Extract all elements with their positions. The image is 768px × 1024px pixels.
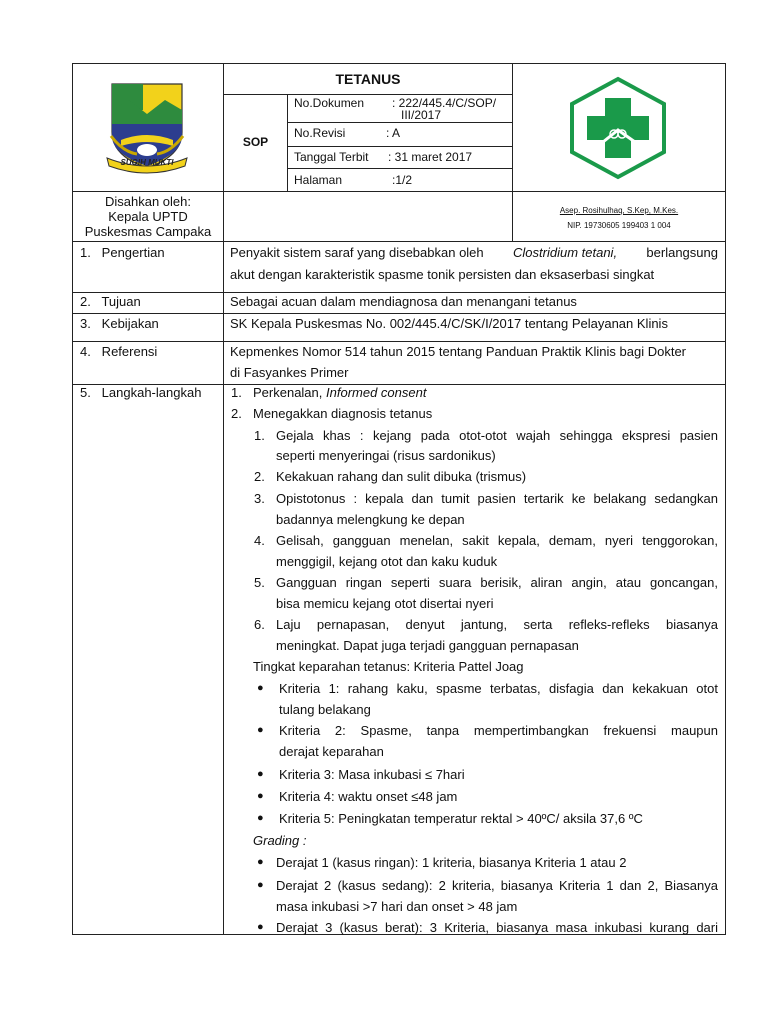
- substep-5-line-2: bisa memicu kejang otot disertai nyeri: [276, 596, 494, 611]
- page-label: Halaman: [294, 173, 343, 187]
- substep-2-number: 2.: [254, 469, 265, 484]
- substep-3-line-1: Opistotonus : kepala dan tumit pasien tertarik ke belakang sedangkan: [276, 491, 718, 506]
- pengertian-organism: Clostridium tetani,: [513, 245, 618, 260]
- criteria-1-line-1: Kriteria 1: rahang kaku, spasme terbatas, disfagia dan kekakuan otot: [279, 681, 718, 696]
- pengertian-line-2: akut dengan karakteristik spasme tonik persisten dan eksaserbasi singkat: [230, 267, 655, 282]
- label-pengertian: 1. Pengertian: [80, 245, 165, 260]
- label-kebijakan: 3. Kebijakan: [80, 316, 159, 331]
- substep-4-line-1: Gelisah, gangguan menelan, sakit kepala, demam, nyeri tenggorokan,: [276, 533, 718, 548]
- label-tujuan: 2. Tujuan: [80, 294, 141, 309]
- grade-3-line-1: Derajat 3 (kasus berat): 3 Kriteria, biasanya masa inkubasi kurang dari: [276, 920, 718, 935]
- severity-title: Tingkat keparahan tetanus: Kriteria Pattel Joag: [253, 659, 524, 674]
- grade-3-bullet: ●: [257, 921, 264, 933]
- substep-3-line-2: badannya melengkung ke depan: [276, 512, 465, 527]
- step-2-text: Menegakkan diagnosis tetanus: [253, 406, 433, 421]
- signer-nip: NIP. 19730605 199403 1 004: [567, 221, 671, 230]
- page-value: :1/2: [392, 173, 413, 187]
- document-title: TETANUS: [335, 71, 401, 87]
- pengertian-text-a: Penyakit sistem saraf yang disebabkan oleh: [230, 245, 484, 260]
- substep-1-line-2: seperti menyeringai (risus sardonikus): [276, 448, 496, 463]
- revision-value: : A: [386, 126, 401, 140]
- criteria-4-line-1: Kriteria 4: waktu onset ≤48 jam: [279, 789, 458, 804]
- grade-2-bullet: ●: [257, 879, 264, 891]
- pengertian-line-1: [230, 242, 718, 263]
- substep-6-number: 6.: [254, 617, 265, 632]
- approval-line-3: Puskesmas Campaka: [84, 224, 212, 239]
- substep-6-line-2: meningkat. Dapat juga terjadi gangguan pernapasan: [276, 638, 579, 653]
- criteria-3-line-1: Kriteria 3: Masa inkubasi ≤ 7hari: [279, 767, 465, 782]
- criteria-2-bullet: ●: [257, 724, 264, 736]
- grade-1-bullet: ●: [257, 856, 264, 868]
- substep-1-line-1: Gejala khas : kejang pada otot-otot wajah sehingga ekspresi pasien: [276, 428, 718, 443]
- substep-3-number: 3.: [254, 491, 265, 506]
- step-1-informed-consent: Informed consent: [326, 385, 427, 400]
- puskesmas-logo: [567, 76, 669, 180]
- approval-line-1: Disahkan oleh:: [105, 194, 191, 209]
- issue-date-value: : 31 maret 2017: [388, 150, 473, 164]
- grading-title: Grading :: [253, 833, 307, 848]
- grade-2-line-1: Derajat 2 (kasus sedang): 2 kriteria, biasanya Kriteria 1 dan 2, Biasanya: [276, 878, 718, 893]
- step-1-text-a: Perkenalan,: [253, 385, 323, 400]
- approval-line-2: Kepala UPTD: [108, 209, 188, 224]
- criteria-1-bullet: ●: [257, 682, 264, 694]
- substep-6-line-1: Laju pernapasan, denyut jantung, serta refleks-refleks biasanya: [276, 617, 718, 632]
- criteria-4-bullet: ●: [257, 790, 264, 802]
- substep-1-number: 1.: [254, 428, 265, 443]
- issue-date-label: Tanggal Terbit: [294, 150, 369, 164]
- sop-label: SOP: [242, 135, 269, 149]
- label-langkah: 5. Langkah-langkah: [80, 385, 202, 400]
- doc-number-value: : 222/445.4/C/SOP/: [392, 96, 497, 110]
- pengertian-text-c: berlangsung: [646, 245, 718, 260]
- doc-number-value-cont: III/2017: [401, 108, 442, 122]
- substep-5-line-1: Gangguan ringan seperti suara berisik, aliran angin, atau goncangan,: [276, 575, 718, 590]
- signer-name: Asep. Rosihulhaq, S.Kep, M.Kes.: [559, 206, 679, 215]
- referensi-line-2: di Fasyankes Primer: [230, 365, 349, 380]
- grade-1-line-1: Derajat 1 (kasus ringan): 1 kriteria, biasanya Kriteria 1 atau 2: [276, 855, 627, 870]
- referensi-line-1: Kepmenkes Nomor 514 tahun 2015 tentang Panduan Praktik Klinis bagi Dokter: [230, 344, 687, 359]
- criteria-2-line-2: derajat keparahan: [279, 744, 384, 759]
- substep-2-line-1: Kekakuan rahang dan sulit dibuka (trismus): [276, 469, 527, 484]
- kebijakan-text: SK Kepala Puskesmas No. 002/445.4/C/SK/I/2017 tentang Pelayanan Klinis: [230, 316, 668, 331]
- label-referensi: 4. Referensi: [80, 344, 158, 359]
- substep-5-number: 5.: [254, 575, 265, 590]
- doc-number-label: No.Dokumen: [294, 96, 365, 110]
- criteria-3-bullet: ●: [257, 768, 264, 780]
- criteria-5-bullet: ●: [257, 812, 264, 824]
- criteria-1-line-2: tulang belakang: [279, 702, 371, 717]
- step-1-text: [253, 382, 426, 403]
- step-1-number: 1.: [231, 385, 242, 400]
- substep-4-line-2: menggigil, kejang otot dan kaku kuduk: [276, 554, 498, 569]
- step-2-number: 2.: [231, 406, 242, 421]
- regency-crest-logo: [103, 80, 191, 176]
- grade-2-line-2: masa inkubasi >7 hari dan onset > 48 jam: [276, 899, 518, 914]
- crest-motto: SUGIH MUKTI: [120, 158, 174, 167]
- tujuan-text: Sebagai acuan dalam mendiagnosa dan menangani tetanus: [230, 294, 577, 309]
- substep-4-number: 4.: [254, 533, 265, 548]
- criteria-2-line-1: Kriteria 2: Spasme, tanpa mempertimbangkan frekuensi maupun: [279, 723, 718, 738]
- revision-label: No.Revisi: [294, 126, 346, 140]
- criteria-5-line-1: Kriteria 5: Peningkatan temperatur rektal > 40ºC/ aksila 37,6 ºC: [279, 811, 643, 826]
